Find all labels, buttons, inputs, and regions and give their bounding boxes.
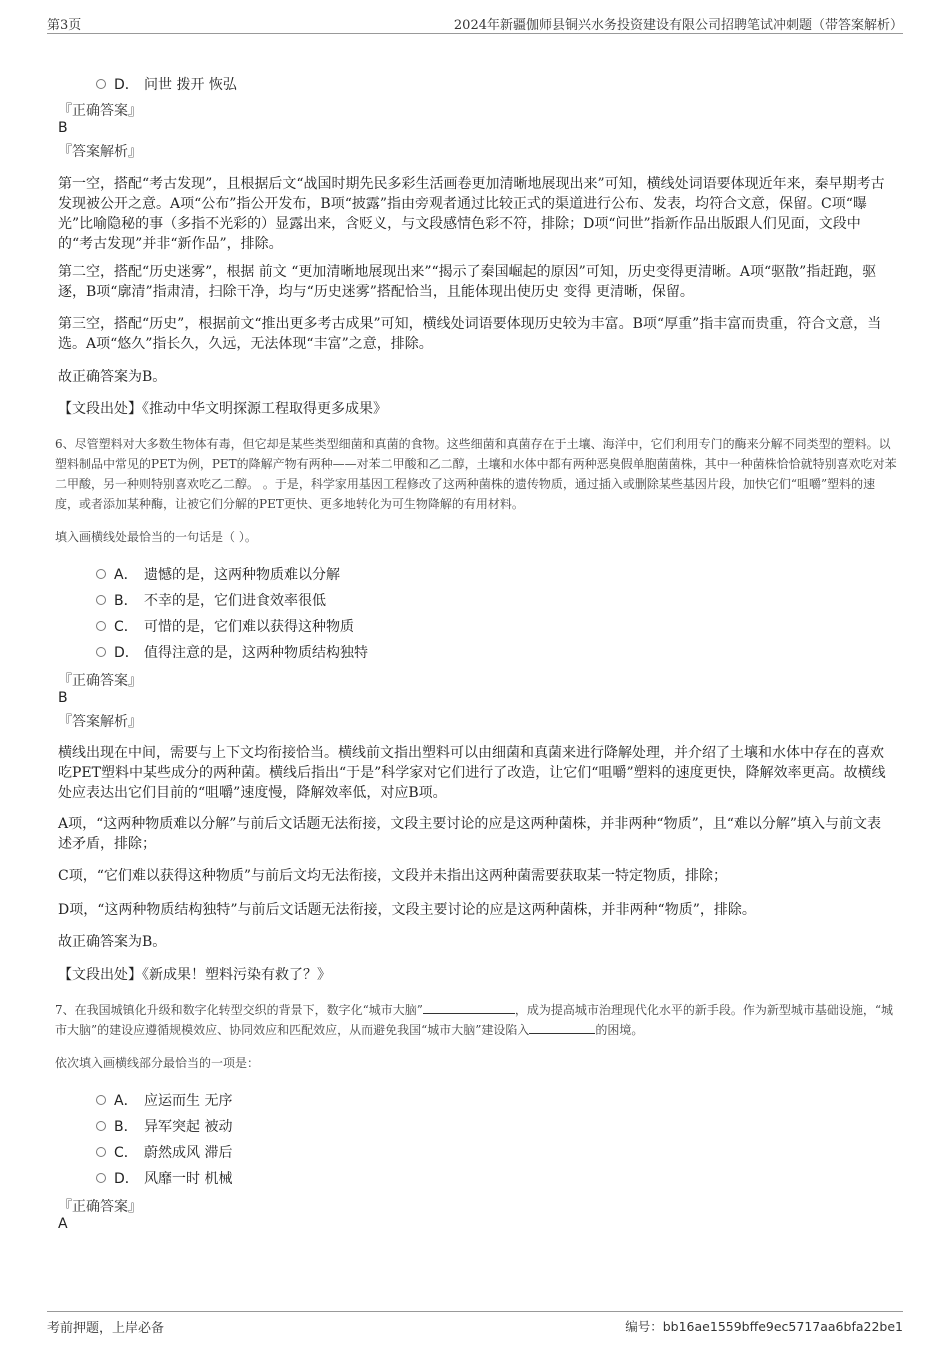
radio-icon[interactable] (96, 647, 106, 657)
q5-analysis-2: 第二空，搭配“历史迷雾”，根据 前文 “更加清晰地展现出来”“揭示了秦国崛起的原因”可知，历史变得更清晰。A项“驱散”指赶跑，驱逐，B项“廓清”指肃清，扫除干净，均与“历史迷雾”搭配恰当，且能体现出使历史 变得 更清晰，保留。 (58, 264, 877, 300)
q6-conclusion: 故正确答案为B。 (58, 934, 167, 950)
q5-analysis-3: 第三空，搭配“历史”，根据前文“推出更多考古成果”可知，横线处词语要体现历史较为丰富。B项“厚重”指丰富而贵重，符合文意，当选。A项“悠久”指长久，久远，无法体现“丰富”之意，排除。 (58, 316, 882, 352)
radio-icon[interactable] (96, 1121, 106, 1131)
radio-icon[interactable] (96, 1173, 106, 1183)
q7-prompt: 依次填入画横线部分最恰当的一项是： (55, 1056, 260, 1070)
q6-option-b[interactable]: B． 不幸的是，它们进食效率很低 (96, 590, 326, 610)
footer-slogan: 考前押题，上岸必备 (47, 1321, 165, 1336)
q7-blank-2 (529, 1020, 595, 1034)
q6-answer: B (58, 690, 68, 706)
q6-source: 【文段出处】《新成果！塑料污染有救了？》 (58, 967, 331, 983)
q6-analysis-1: 横线出现在中间，需要与上下文均衔接恰当。横线前文指出塑料可以由细菌和真菌来进行降解处理，并介绍了土壤和水体中存在的喜欢吃PET塑料中某些成分的两种菌。横线后指出“于是”科学家对它们进行了改造，让它们“咀嚼”塑料的速度更快，降解效率更高。故横线处应表达出它们目前的“咀嚼”速度慢，降解效率低，对应B项。 (58, 745, 886, 801)
q6-stem: 6、尽管塑料对大多数生物体有毒，但它却是某些类型细菌和真菌的食物。这些细菌和真菌存在于土壤、海洋中，它们利用专门的酶来分解不同类型的塑料。以塑料制品中常见的PET为例，PET的降解产物有两种——对苯二甲酸和乙二醇，土壤和水体中都有两种恶臭假单胞菌菌株，其中一种菌株恰恰就特别喜欢吃对苯二甲酸，另一种则特别喜欢吃乙二醇。 。于是，科学家用基因工程修改了这两种菌株的遗传物质，通过插入或删除某些基因片段，加快它们“咀嚼”塑料的速度，或者添加某种酶，让被它们分解的PET更快、更多地转化为可生物降解的有用材料。 (55, 437, 897, 511)
correct-answer-label: 『正确答案』 (58, 673, 142, 689)
radio-icon[interactable] (96, 621, 106, 631)
q7-option-d[interactable]: D． 风靡一时 机械 (96, 1168, 232, 1188)
radio-icon[interactable] (96, 569, 106, 579)
radio-icon[interactable] (96, 79, 106, 89)
page-number: 第3页 (47, 18, 82, 33)
analysis-label: 『答案解析』 (58, 144, 142, 160)
q5-source: 【文段出处】《推动中华文明探源工程取得更多成果》 (58, 401, 387, 417)
document-title: 2024年新疆伽师县铜兴水务投资建设有限公司招聘笔试冲刺题（带答案解析） (453, 18, 903, 33)
radio-icon[interactable] (96, 595, 106, 605)
q5-option-d[interactable]: D． 问世 拨开 恢弘 (96, 74, 237, 94)
page-header (47, 10, 903, 34)
radio-icon[interactable] (96, 1147, 106, 1157)
q6-analysis-4: D项，“这两种物质结构独特”与前后文话题无法衔接，文段主要讨论的应是这两种菌株，并非两种“物质”，排除。 (58, 902, 756, 918)
q5-analysis-1: 第一空，搭配“考古发现”，且根据后文“战国时期先民多彩生活画卷更加清晰地展现出来”可知，横线处词语要体现近年来，秦早期考古发现被公开之意。A项“公布”指公开发布，B项“披露”指由旁观者通过比较正式的渠道进行公布、发表，均符合文意，保留。C项“曝光”比喻隐秘的事（多指不光彩的）显露出来，含贬义，与文段感情色彩不符，排除；D项“问世”指新作品出版跟人们见面，文段中的“考古发现”并非“新作品”，排除。 (58, 176, 885, 252)
q7-option-a[interactable]: A． 应运而生 无序 (96, 1090, 232, 1110)
radio-icon[interactable] (96, 1095, 106, 1105)
q6-prompt: 填入画横线处最恰当的一句话是（ ）。 (55, 530, 257, 544)
page-footer (47, 1311, 903, 1337)
q7-option-c[interactable]: C． 蔚然成风 滞后 (96, 1142, 232, 1162)
q6-analysis-3: C项，“它们难以获得这种物质”与前后文均无法衔接，文段并未指出这两种菌需要获取某一特定物质，排除； (58, 868, 728, 884)
q6-option-a[interactable]: A． 遗憾的是，这两种物质难以分解 (96, 564, 340, 584)
q6-analysis-2: A项，“这两种物质难以分解”与前后文话题无法衔接，文段主要讨论的应是这两种菌株，并非两种“物质”，且“难以分解”填入与前文表述矛盾，排除； (58, 816, 882, 852)
q5-answer: B (58, 120, 68, 136)
document-id: 编号：bb16ae1559bffe9ec5717aa6bfa22be1 (625, 1319, 903, 1334)
q7-stem: 7、在我国城镇化升级和数字化转型交织的背景下，数字化“城市大脑” ，成为提高城市治理现代化水平的新手段。作为新型城市基础设施，“城市大脑”的建设应遵循规模效应、协同效应和匹配效应，从而避免我国“城市大脑”建设陷入 的困境。 (55, 1000, 897, 1040)
q7-option-b[interactable]: B． 异军突起 被动 (96, 1116, 232, 1136)
q6-option-d[interactable]: D． 值得注意的是，这两种物质结构独特 (96, 642, 368, 662)
analysis-label: 『答案解析』 (58, 714, 142, 730)
q7-answer: A (58, 1216, 68, 1232)
correct-answer-label: 『正确答案』 (58, 1199, 142, 1215)
correct-answer-label: 『正确答案』 (58, 103, 142, 119)
q7-blank-1 (423, 1000, 515, 1014)
q6-option-c[interactable]: C． 可惜的是，它们难以获得这种物质 (96, 616, 354, 636)
q5-conclusion: 故正确答案为B。 (58, 369, 167, 385)
